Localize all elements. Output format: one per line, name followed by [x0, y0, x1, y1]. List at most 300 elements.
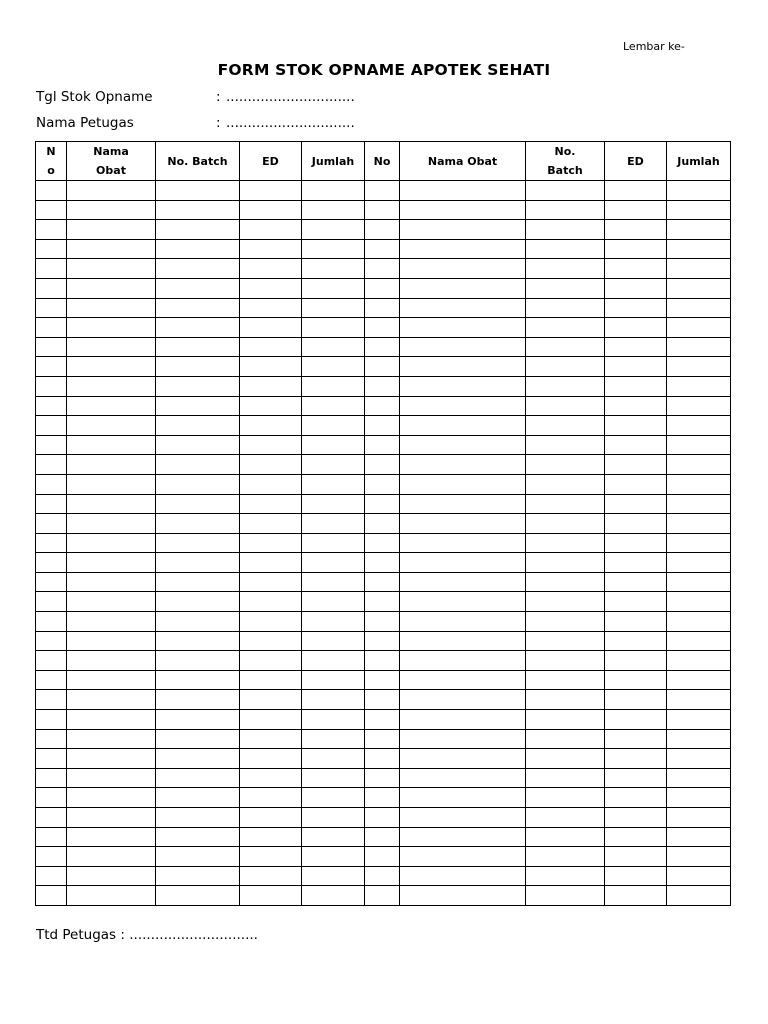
table-cell[interactable] — [400, 376, 526, 396]
table-cell[interactable] — [240, 612, 302, 632]
table-cell[interactable] — [156, 729, 240, 749]
table-cell[interactable] — [365, 337, 400, 357]
table-cell[interactable] — [302, 592, 365, 612]
table-cell[interactable] — [156, 239, 240, 259]
table-cell[interactable] — [605, 631, 667, 651]
table-cell[interactable] — [667, 553, 731, 573]
table-cell[interactable] — [365, 768, 400, 788]
table-cell[interactable] — [667, 278, 731, 298]
table-cell[interactable] — [302, 357, 365, 377]
table-cell[interactable] — [400, 670, 526, 690]
table-cell[interactable] — [302, 847, 365, 867]
table-cell[interactable] — [67, 455, 156, 475]
table-cell[interactable] — [156, 455, 240, 475]
table-cell[interactable] — [667, 631, 731, 651]
table-cell[interactable] — [667, 808, 731, 828]
table-cell[interactable] — [605, 181, 667, 201]
table-cell[interactable] — [667, 690, 731, 710]
table-cell[interactable] — [526, 259, 605, 279]
table-cell[interactable] — [36, 612, 67, 632]
table-cell[interactable] — [67, 768, 156, 788]
table-cell[interactable] — [156, 808, 240, 828]
table-cell[interactable] — [605, 710, 667, 730]
table-cell[interactable] — [605, 788, 667, 808]
table-cell[interactable] — [526, 396, 605, 416]
table-cell[interactable] — [400, 200, 526, 220]
table-cell[interactable] — [400, 494, 526, 514]
table-cell[interactable] — [156, 651, 240, 671]
table-cell[interactable] — [67, 592, 156, 612]
table-cell[interactable] — [400, 435, 526, 455]
table-cell[interactable] — [365, 670, 400, 690]
table-cell[interactable] — [400, 808, 526, 828]
table-cell[interactable] — [36, 416, 67, 436]
table-cell[interactable] — [605, 455, 667, 475]
table-cell[interactable] — [526, 357, 605, 377]
table-cell[interactable] — [302, 396, 365, 416]
table-cell[interactable] — [240, 553, 302, 573]
table-cell[interactable] — [36, 278, 67, 298]
table-cell[interactable] — [365, 239, 400, 259]
table-cell[interactable] — [400, 259, 526, 279]
table-cell[interactable] — [67, 435, 156, 455]
table-cell[interactable] — [67, 357, 156, 377]
table-cell[interactable] — [302, 827, 365, 847]
table-cell[interactable] — [605, 886, 667, 906]
table-cell[interactable] — [240, 651, 302, 671]
table-cell[interactable] — [526, 298, 605, 318]
table-cell[interactable] — [240, 631, 302, 651]
table-cell[interactable] — [240, 337, 302, 357]
table-cell[interactable] — [240, 200, 302, 220]
table-cell[interactable] — [605, 651, 667, 671]
table-cell[interactable] — [36, 866, 67, 886]
table-cell[interactable] — [67, 494, 156, 514]
table-cell[interactable] — [240, 357, 302, 377]
table-cell[interactable] — [526, 455, 605, 475]
table-cell[interactable] — [526, 553, 605, 573]
table-cell[interactable] — [302, 474, 365, 494]
table-cell[interactable] — [667, 200, 731, 220]
table-cell[interactable] — [365, 474, 400, 494]
table-cell[interactable] — [67, 200, 156, 220]
table-cell[interactable] — [526, 416, 605, 436]
table-cell[interactable] — [36, 710, 67, 730]
table-cell[interactable] — [156, 396, 240, 416]
table-cell[interactable] — [156, 572, 240, 592]
table-cell[interactable] — [526, 220, 605, 240]
table-cell[interactable] — [400, 337, 526, 357]
table-cell[interactable] — [302, 200, 365, 220]
table-cell[interactable] — [67, 749, 156, 769]
table-cell[interactable] — [400, 533, 526, 553]
table-cell[interactable] — [302, 768, 365, 788]
table-cell[interactable] — [526, 710, 605, 730]
table-cell[interactable] — [67, 710, 156, 730]
table-cell[interactable] — [526, 651, 605, 671]
table-cell[interactable] — [400, 690, 526, 710]
table-cell[interactable] — [240, 886, 302, 906]
table-cell[interactable] — [156, 847, 240, 867]
table-cell[interactable] — [526, 749, 605, 769]
table-cell[interactable] — [36, 455, 67, 475]
table-cell[interactable] — [667, 337, 731, 357]
table-cell[interactable] — [526, 690, 605, 710]
table-cell[interactable] — [36, 200, 67, 220]
table-cell[interactable] — [240, 474, 302, 494]
table-cell[interactable] — [156, 220, 240, 240]
table-cell[interactable] — [526, 866, 605, 886]
table-cell[interactable] — [400, 631, 526, 651]
table-cell[interactable] — [36, 298, 67, 318]
table-cell[interactable] — [400, 220, 526, 240]
table-cell[interactable] — [667, 768, 731, 788]
table-cell[interactable] — [240, 259, 302, 279]
table-cell[interactable] — [365, 494, 400, 514]
table-cell[interactable] — [400, 298, 526, 318]
table-cell[interactable] — [400, 827, 526, 847]
table-cell[interactable] — [400, 710, 526, 730]
table-cell[interactable] — [156, 886, 240, 906]
table-cell[interactable] — [365, 435, 400, 455]
table-cell[interactable] — [240, 181, 302, 201]
table-cell[interactable] — [365, 533, 400, 553]
table-cell[interactable] — [605, 592, 667, 612]
table-cell[interactable] — [302, 259, 365, 279]
table-cell[interactable] — [67, 847, 156, 867]
table-cell[interactable] — [156, 827, 240, 847]
table-cell[interactable] — [365, 455, 400, 475]
table-cell[interactable] — [36, 768, 67, 788]
table-cell[interactable] — [365, 710, 400, 730]
table-cell[interactable] — [156, 768, 240, 788]
table-cell[interactable] — [240, 533, 302, 553]
table-cell[interactable] — [365, 357, 400, 377]
table-cell[interactable] — [156, 259, 240, 279]
table-cell[interactable] — [400, 768, 526, 788]
table-cell[interactable] — [302, 729, 365, 749]
table-cell[interactable] — [36, 670, 67, 690]
table-cell[interactable] — [400, 729, 526, 749]
table-cell[interactable] — [667, 181, 731, 201]
table-cell[interactable] — [526, 533, 605, 553]
table-cell[interactable] — [302, 788, 365, 808]
table-cell[interactable] — [240, 788, 302, 808]
table-cell[interactable] — [67, 220, 156, 240]
table-cell[interactable] — [365, 514, 400, 534]
table-cell[interactable] — [67, 788, 156, 808]
table-cell[interactable] — [365, 396, 400, 416]
table-cell[interactable] — [302, 886, 365, 906]
table-cell[interactable] — [605, 533, 667, 553]
table-cell[interactable] — [667, 847, 731, 867]
table-cell[interactable] — [156, 278, 240, 298]
table-cell[interactable] — [605, 827, 667, 847]
table-cell[interactable] — [400, 416, 526, 436]
table-cell[interactable] — [605, 200, 667, 220]
table-cell[interactable] — [156, 749, 240, 769]
table-cell[interactable] — [605, 768, 667, 788]
table-cell[interactable] — [302, 533, 365, 553]
table-cell[interactable] — [67, 808, 156, 828]
table-cell[interactable] — [667, 749, 731, 769]
table-cell[interactable] — [605, 220, 667, 240]
table-cell[interactable] — [365, 416, 400, 436]
table-cell[interactable] — [667, 298, 731, 318]
table-cell[interactable] — [36, 514, 67, 534]
table-cell[interactable] — [526, 181, 605, 201]
table-cell[interactable] — [667, 259, 731, 279]
table-cell[interactable] — [67, 259, 156, 279]
table-cell[interactable] — [526, 827, 605, 847]
table-cell[interactable] — [667, 318, 731, 338]
table-cell[interactable] — [526, 474, 605, 494]
table-cell[interactable] — [302, 337, 365, 357]
table-cell[interactable] — [302, 435, 365, 455]
table-cell[interactable] — [526, 318, 605, 338]
table-cell[interactable] — [526, 788, 605, 808]
table-cell[interactable] — [67, 376, 156, 396]
table-cell[interactable] — [667, 710, 731, 730]
table-cell[interactable] — [67, 670, 156, 690]
table-cell[interactable] — [36, 651, 67, 671]
table-cell[interactable] — [365, 827, 400, 847]
table-cell[interactable] — [400, 396, 526, 416]
table-cell[interactable] — [365, 749, 400, 769]
table-cell[interactable] — [36, 808, 67, 828]
table-cell[interactable] — [156, 866, 240, 886]
table-cell[interactable] — [526, 768, 605, 788]
table-cell[interactable] — [667, 357, 731, 377]
table-cell[interactable] — [526, 592, 605, 612]
table-cell[interactable] — [240, 866, 302, 886]
table-cell[interactable] — [526, 886, 605, 906]
table-cell[interactable] — [36, 435, 67, 455]
table-cell[interactable] — [302, 651, 365, 671]
table-cell[interactable] — [400, 278, 526, 298]
table-cell[interactable] — [365, 376, 400, 396]
table-cell[interactable] — [156, 690, 240, 710]
table-cell[interactable] — [667, 866, 731, 886]
table-cell[interactable] — [365, 690, 400, 710]
table-cell[interactable] — [302, 376, 365, 396]
table-cell[interactable] — [67, 416, 156, 436]
table-cell[interactable] — [667, 572, 731, 592]
table-cell[interactable] — [302, 670, 365, 690]
table-cell[interactable] — [667, 416, 731, 436]
table-cell[interactable] — [400, 181, 526, 201]
table-cell[interactable] — [605, 337, 667, 357]
table-cell[interactable] — [156, 670, 240, 690]
table-cell[interactable] — [667, 670, 731, 690]
table-cell[interactable] — [605, 749, 667, 769]
table-cell[interactable] — [605, 670, 667, 690]
table-cell[interactable] — [302, 318, 365, 338]
table-cell[interactable] — [67, 690, 156, 710]
table-cell[interactable] — [240, 514, 302, 534]
table-cell[interactable] — [36, 337, 67, 357]
table-cell[interactable] — [302, 514, 365, 534]
table-cell[interactable] — [36, 886, 67, 906]
table-cell[interactable] — [67, 181, 156, 201]
table-cell[interactable] — [400, 847, 526, 867]
table-cell[interactable] — [67, 514, 156, 534]
table-cell[interactable] — [67, 553, 156, 573]
table-cell[interactable] — [156, 592, 240, 612]
table-cell[interactable] — [36, 827, 67, 847]
table-cell[interactable] — [240, 318, 302, 338]
table-cell[interactable] — [365, 612, 400, 632]
table-cell[interactable] — [365, 181, 400, 201]
table-cell[interactable] — [526, 337, 605, 357]
table-cell[interactable] — [526, 572, 605, 592]
table-cell[interactable] — [156, 181, 240, 201]
table-cell[interactable] — [156, 710, 240, 730]
table-cell[interactable] — [240, 690, 302, 710]
table-cell[interactable] — [605, 259, 667, 279]
table-cell[interactable] — [67, 866, 156, 886]
table-cell[interactable] — [67, 278, 156, 298]
table-cell[interactable] — [667, 474, 731, 494]
table-cell[interactable] — [156, 357, 240, 377]
table-cell[interactable] — [67, 396, 156, 416]
table-cell[interactable] — [400, 866, 526, 886]
table-cell[interactable] — [605, 278, 667, 298]
table-cell[interactable] — [240, 827, 302, 847]
table-cell[interactable] — [240, 572, 302, 592]
table-cell[interactable] — [67, 533, 156, 553]
table-cell[interactable] — [36, 396, 67, 416]
table-cell[interactable] — [67, 318, 156, 338]
table-cell[interactable] — [240, 376, 302, 396]
table-cell[interactable] — [302, 749, 365, 769]
table-cell[interactable] — [667, 455, 731, 475]
table-cell[interactable] — [365, 259, 400, 279]
table-cell[interactable] — [302, 455, 365, 475]
table-cell[interactable] — [526, 631, 605, 651]
table-cell[interactable] — [526, 729, 605, 749]
table-cell[interactable] — [667, 592, 731, 612]
table-cell[interactable] — [667, 651, 731, 671]
table-cell[interactable] — [605, 435, 667, 455]
table-cell[interactable] — [365, 886, 400, 906]
table-cell[interactable] — [605, 376, 667, 396]
table-cell[interactable] — [36, 592, 67, 612]
table-cell[interactable] — [156, 788, 240, 808]
table-cell[interactable] — [36, 239, 67, 259]
table-cell[interactable] — [365, 866, 400, 886]
table-cell[interactable] — [526, 278, 605, 298]
table-cell[interactable] — [156, 533, 240, 553]
table-cell[interactable] — [605, 808, 667, 828]
table-cell[interactable] — [36, 553, 67, 573]
table-cell[interactable] — [302, 220, 365, 240]
table-cell[interactable] — [240, 435, 302, 455]
table-cell[interactable] — [36, 181, 67, 201]
table-cell[interactable] — [67, 572, 156, 592]
table-cell[interactable] — [240, 729, 302, 749]
table-cell[interactable] — [302, 612, 365, 632]
table-cell[interactable] — [400, 318, 526, 338]
table-cell[interactable] — [605, 396, 667, 416]
table-cell[interactable] — [302, 690, 365, 710]
table-cell[interactable] — [526, 494, 605, 514]
table-cell[interactable] — [156, 200, 240, 220]
table-cell[interactable] — [365, 592, 400, 612]
table-cell[interactable] — [67, 474, 156, 494]
table-cell[interactable] — [667, 514, 731, 534]
table-cell[interactable] — [302, 298, 365, 318]
table-cell[interactable] — [67, 337, 156, 357]
table-cell[interactable] — [156, 416, 240, 436]
table-cell[interactable] — [365, 808, 400, 828]
table-cell[interactable] — [156, 376, 240, 396]
table-cell[interactable] — [302, 631, 365, 651]
table-cell[interactable] — [67, 612, 156, 632]
table-cell[interactable] — [667, 396, 731, 416]
table-cell[interactable] — [526, 847, 605, 867]
table-cell[interactable] — [365, 553, 400, 573]
table-cell[interactable] — [667, 533, 731, 553]
table-cell[interactable] — [667, 435, 731, 455]
table-cell[interactable] — [36, 357, 67, 377]
table-cell[interactable] — [240, 710, 302, 730]
table-cell[interactable] — [156, 494, 240, 514]
table-cell[interactable] — [605, 866, 667, 886]
table-cell[interactable] — [400, 788, 526, 808]
table-cell[interactable] — [156, 612, 240, 632]
table-cell[interactable] — [302, 239, 365, 259]
table-cell[interactable] — [400, 239, 526, 259]
table-cell[interactable] — [240, 592, 302, 612]
table-cell[interactable] — [156, 337, 240, 357]
table-cell[interactable] — [667, 220, 731, 240]
table-cell[interactable] — [605, 612, 667, 632]
table-cell[interactable] — [526, 200, 605, 220]
table-cell[interactable] — [605, 474, 667, 494]
table-cell[interactable] — [400, 553, 526, 573]
table-cell[interactable] — [667, 376, 731, 396]
table-cell[interactable] — [667, 827, 731, 847]
table-cell[interactable] — [240, 220, 302, 240]
table-cell[interactable] — [526, 514, 605, 534]
table-cell[interactable] — [36, 847, 67, 867]
table-cell[interactable] — [156, 631, 240, 651]
table-cell[interactable] — [36, 572, 67, 592]
table-cell[interactable] — [365, 278, 400, 298]
table-cell[interactable] — [240, 847, 302, 867]
table-cell[interactable] — [240, 808, 302, 828]
table-cell[interactable] — [240, 298, 302, 318]
table-cell[interactable] — [67, 827, 156, 847]
table-cell[interactable] — [365, 631, 400, 651]
table-cell[interactable] — [240, 749, 302, 769]
table-cell[interactable] — [365, 729, 400, 749]
table-cell[interactable] — [526, 808, 605, 828]
table-cell[interactable] — [302, 572, 365, 592]
table-cell[interactable] — [240, 670, 302, 690]
table-cell[interactable] — [605, 690, 667, 710]
table-cell[interactable] — [400, 514, 526, 534]
table-cell[interactable] — [365, 651, 400, 671]
table-cell[interactable] — [302, 553, 365, 573]
table-cell[interactable] — [36, 533, 67, 553]
table-cell[interactable] — [365, 220, 400, 240]
table-cell[interactable] — [36, 494, 67, 514]
table-cell[interactable] — [365, 318, 400, 338]
table-cell[interactable] — [36, 788, 67, 808]
table-cell[interactable] — [302, 494, 365, 514]
